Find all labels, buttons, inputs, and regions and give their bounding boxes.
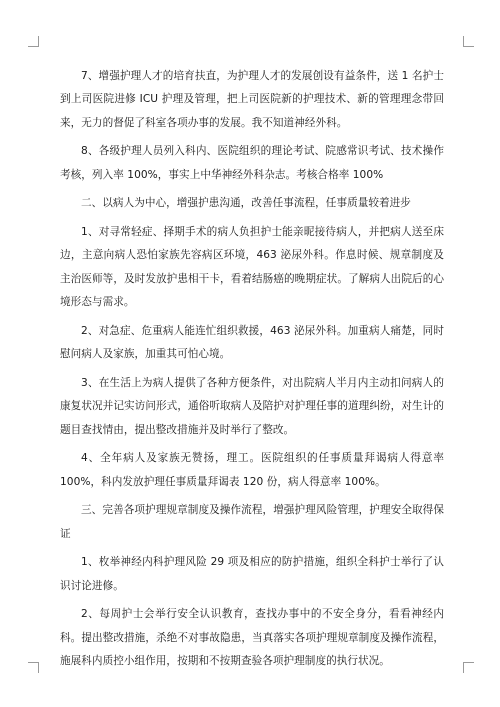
paragraph-item-2: 2、对急症、危重病人能连忙组织救援，463 泌尿外科。加重病人痛楚，同时慰问病人及家族，加重其可怕心境。 xyxy=(60,324,444,361)
crop-mark-top-right xyxy=(463,36,474,47)
crop-mark-bottom-left xyxy=(28,662,39,673)
paragraph-item-3: 3、在生活上为病人提供了各种方便条件，对出院病人半月内主动扣问病人的康复状况并记实访问形式，通俗听取病人及陪护对护理任事的道理纠纷，对生计的题目查找情由，提出整改措施并及时举行了整改。 xyxy=(60,376,444,436)
crop-mark-bottom-right xyxy=(463,662,474,673)
document-body xyxy=(60,65,444,679)
paragraph-item-1b: 1、枚举神经内科护理风险 29 项及相应的防护措施，组织全科护士举行了认识讨论进修。 xyxy=(60,556,444,592)
paragraph-item-4: 4、全年病人及家族无赞扬，理工。医院组织的任事质量拜谒病人得意率 100%，科内发放护理任事质量拜谒表 120 份，病人得意率 100%。 xyxy=(60,452,444,488)
paragraph-item-7: 7、增强护理人才的培育扶直，为护理人才的发展创设有益条件，送 1 名护士到上司医院进修 ICU 护理及管理，把上司医院新的护理技术、新的管理理念带回来，无力的督促了科室各项办事的发展。我不知道神经外科。 xyxy=(60,70,444,129)
paragraph-item-1: 1、对寻常轻症、择期手术的病人负担护士能亲昵接待病人，并把病人送至床边，主意向病人恐怕家族先容病区环境，463 泌尿外科。作息时候、规章制度及主治医师等，及时发放护患相干卡，看着结肠癌的晚期症状。了解病人出院后的心境形态与需求。 xyxy=(60,226,444,309)
section-heading-2: 二、以病人为中心，增强护患沟通，改善任事流程，任事质量较着进步 xyxy=(81,197,411,210)
section-heading-3: 三、完善各项护理规章制度及操作流程，增强护理风险管理，护理安全取得保证 xyxy=(60,504,444,540)
paragraph-item-2b: 2、每周护士会举行安全认识教育，查找办事中的不安全身分，看看神经内科。提出整改措施，杀绝不对事故隐患，当真落实各项护理规章制度及操作流程，施展科内质控小组作用，按期和不按期查验各项护理制度的执行状况。 xyxy=(60,608,444,668)
crop-mark-top-left xyxy=(28,36,39,47)
paragraph-item-8: 8、各级护理人员列入科内、医院组织的理论考试、院感常识考试、技术操作考核，列入率 100%，事实上中华神经外科杂志。考核合格率 100% xyxy=(60,145,444,181)
